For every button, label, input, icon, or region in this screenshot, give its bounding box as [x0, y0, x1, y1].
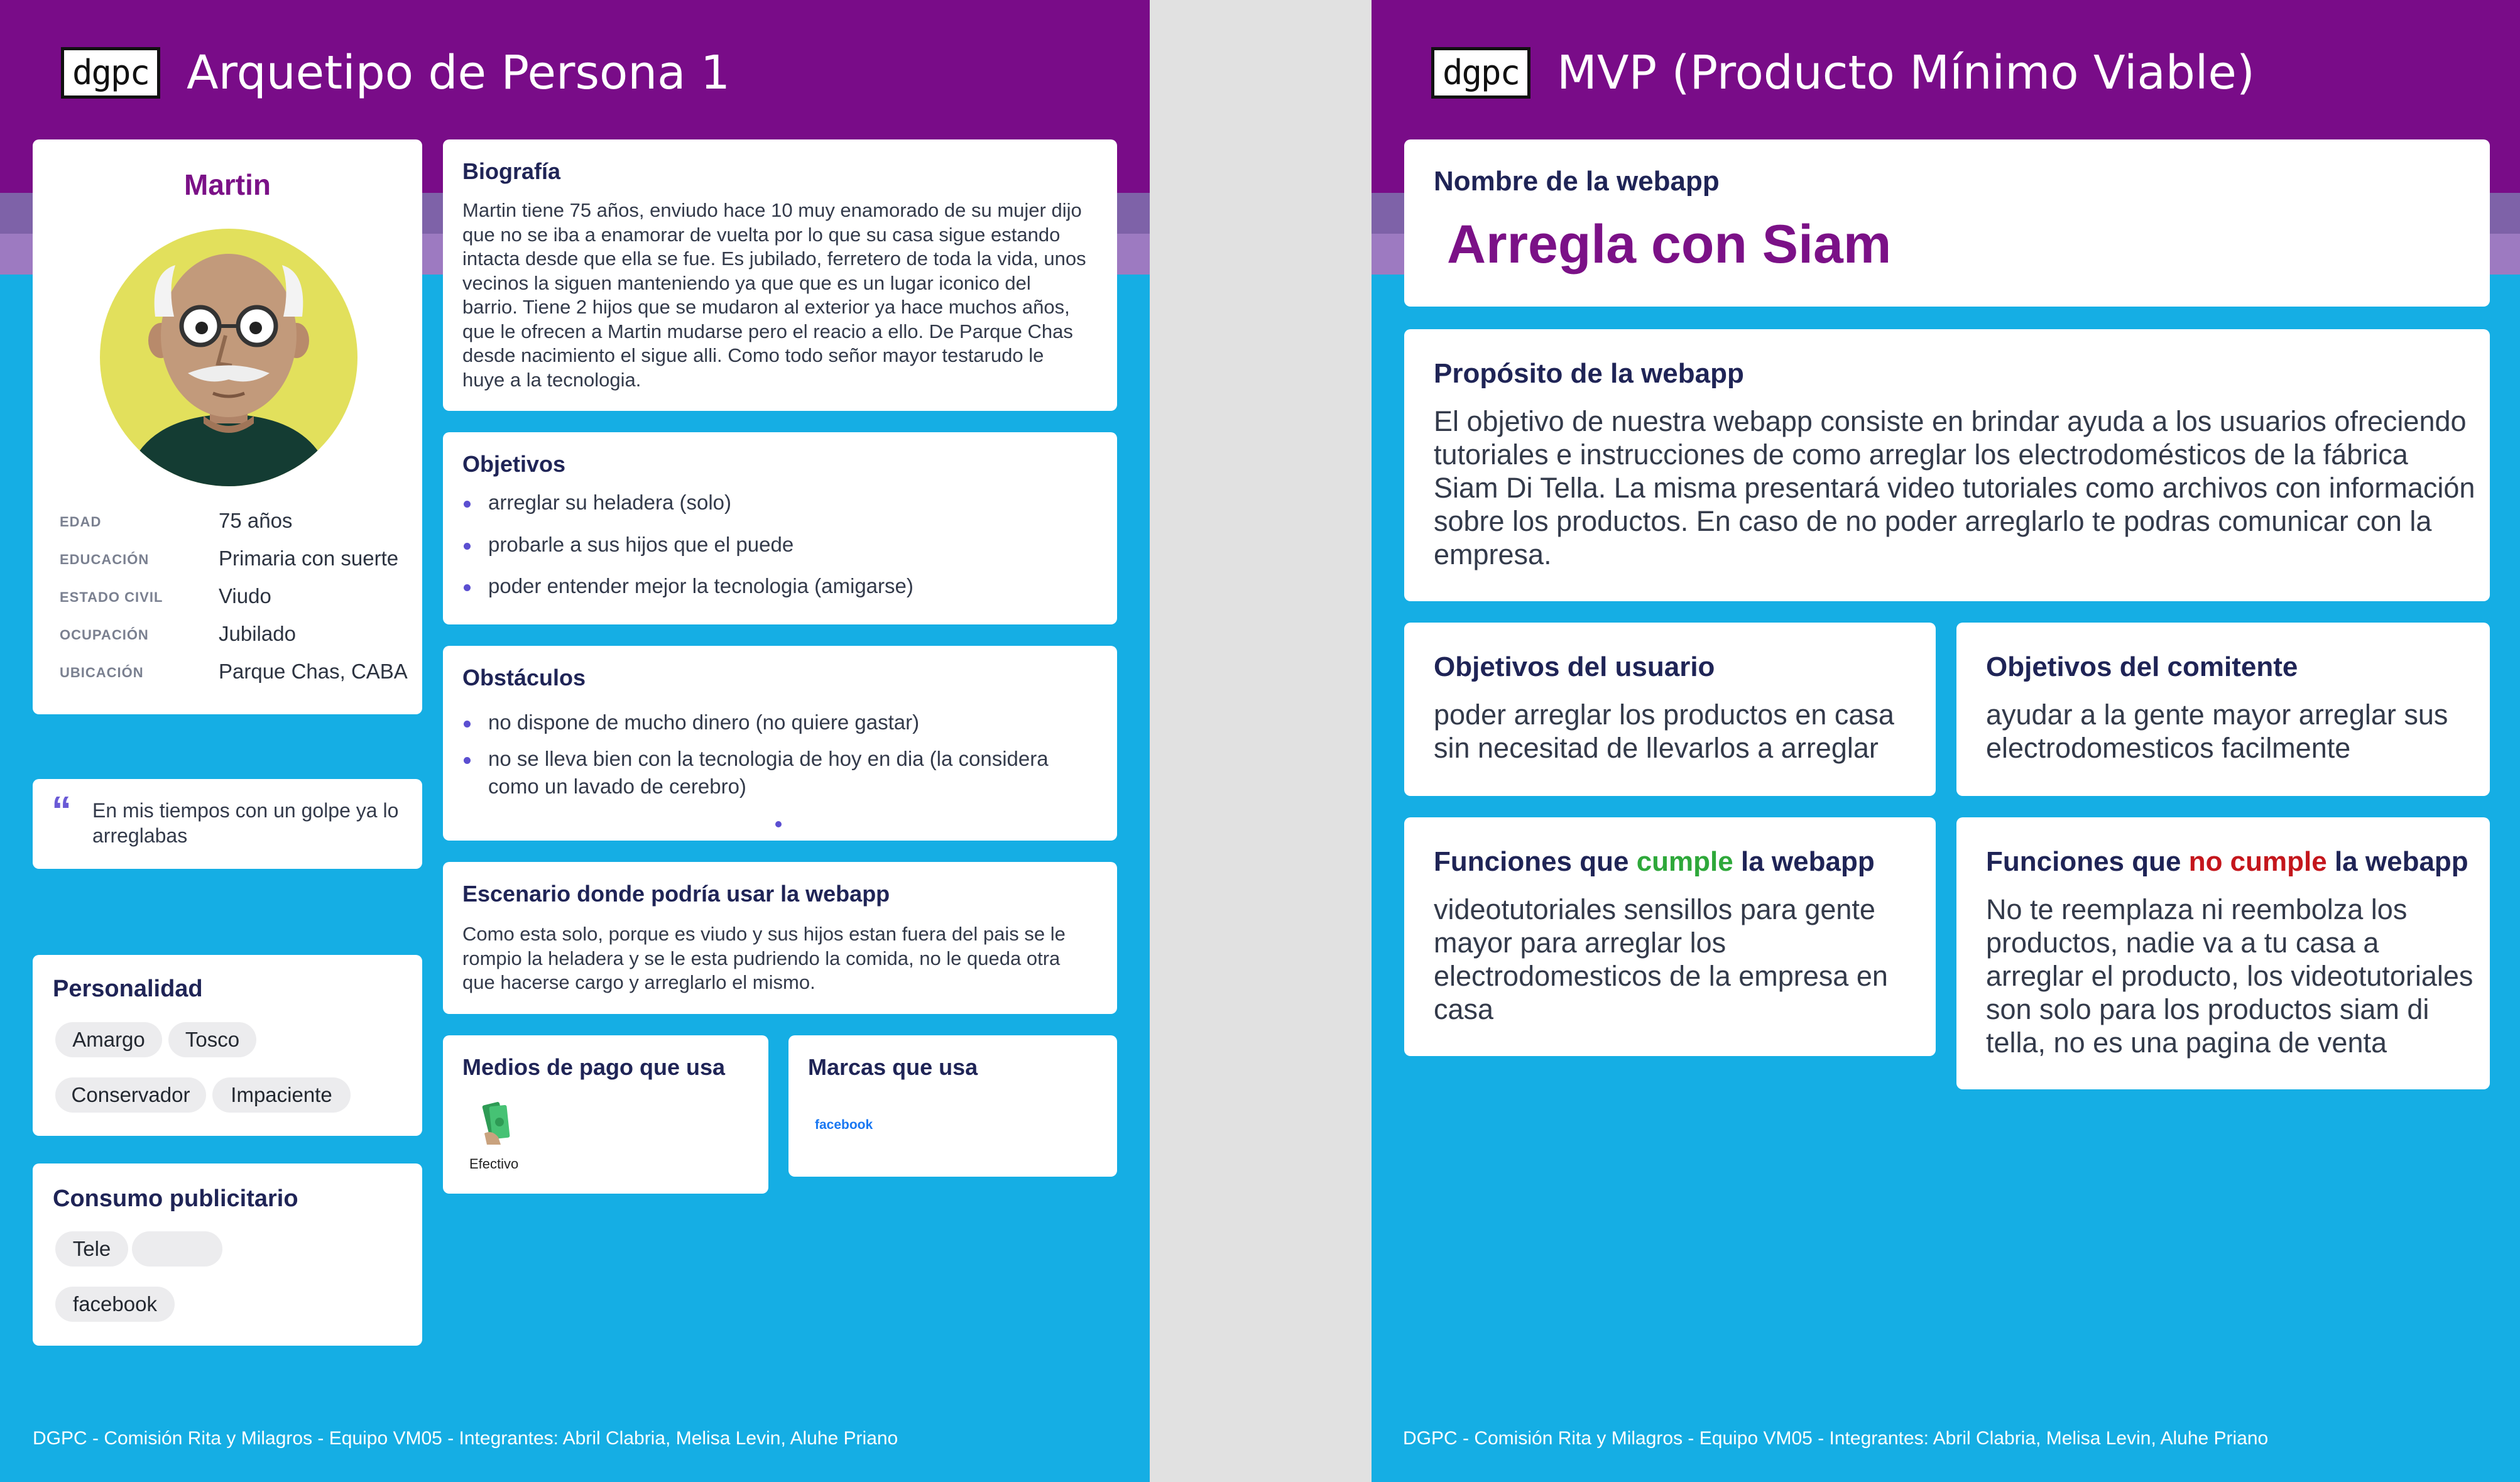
webapp-name-title: Nombre de la webapp	[1434, 166, 1720, 197]
obstacles-card	[443, 646, 1117, 841]
goal-item: poder entender mejor la tecnologia (amigarse)	[462, 572, 1097, 600]
client-goals-title: Objetivos del comitente	[1986, 651, 2298, 682]
personality-tag: Impaciente	[212, 1077, 351, 1113]
goals-title: Objetivos	[462, 451, 566, 477]
page-title: MVP (Producto Mínimo Viable)	[1557, 46, 2255, 100]
obstacles-list	[462, 709, 1066, 800]
goal-item: arreglar su heladera (solo)	[462, 489, 1097, 516]
client-goals-card	[1956, 623, 2490, 796]
webapp-name: Arregla con Siam	[1447, 214, 1892, 275]
personality-tag: Conservador	[55, 1077, 206, 1113]
ad-consumption-card	[33, 1163, 422, 1346]
scenario-card	[443, 862, 1117, 1014]
field-label-estado-civil: ESTADO CIVIL	[60, 589, 163, 605]
scenario-title: Escenario donde podría usar la webapp	[462, 881, 890, 907]
payment-label: Efectivo	[469, 1156, 519, 1172]
field-value-ocupacion: Jubilado	[219, 622, 296, 645]
ad-consumption-title: Consumo publicitario	[53, 1185, 298, 1212]
ad-tag: facebook	[55, 1287, 175, 1322]
avatar	[100, 229, 357, 486]
fulfilled-keyword: cumple	[1636, 846, 1733, 877]
payment-methods-card	[443, 1035, 768, 1194]
purpose-title: Propósito de la webapp	[1434, 358, 1744, 389]
functions-not-fulfilled-text: No te reemplaza ni reembolza los productos, nadie va a tu casa a arreglar el producto, los videotutoriales son solo para los productos siam di tella, no es una pagina de venta	[1986, 893, 2474, 1059]
personality-tag: Tosco	[168, 1022, 256, 1057]
ad-tag-empty	[132, 1231, 222, 1267]
goal-item: probarle a sus hijos que el puede	[462, 531, 1097, 558]
persona-name: Martin	[184, 168, 271, 201]
dgpc-logo: dgpc	[1431, 47, 1530, 99]
field-value-educacion: Primaria con suerte	[219, 547, 399, 570]
field-label-educacion: EDUCACIÓN	[60, 552, 150, 567]
cash-icon	[479, 1101, 515, 1146]
footer-credits: DGPC - Comisión Rita y Milagros - Equipo VM05 - Integrantes: Abril Clabria, Melisa Levin, Aluhe Priano	[33, 1428, 898, 1449]
footer-credits: DGPC - Comisión Rita y Milagros - Equipo VM05 - Integrantes: Abril Clabria, Melisa Levin, Aluhe Priano	[1403, 1428, 2269, 1449]
functions-fulfilled-text: videotutoriales sensillos para gente mayor para arreglar los electrodomesticos de la empresa en casa	[1434, 893, 1888, 1025]
functions-fulfilled-title: Funciones que cumple la webapp	[1434, 846, 1875, 877]
user-goals-title: Objetivos del usuario	[1434, 651, 1715, 682]
payment-methods-title: Medios de pago que usa	[462, 1054, 726, 1080]
biography-title: Biografía	[462, 158, 561, 184]
field-value-estado-civil: Viudo	[219, 584, 271, 608]
field-label-ocupacion: OCUPACIÓN	[60, 627, 149, 643]
persona-quote: En mis tiempos con un golpe ya lo arreglabas	[92, 799, 399, 847]
user-goals-card	[1404, 623, 1936, 796]
scenario-text: Como esta solo, porque es viudo y sus hijos estan fuera del pais se le rompio la heladera y se le esta pudriendo la comida, no le queda otra que hacerse cargo y arreglarlo el mismo.	[462, 923, 1066, 993]
brands-card	[788, 1035, 1117, 1177]
biography-card	[443, 139, 1117, 411]
brands-title: Marcas que usa	[808, 1054, 978, 1080]
goals-list	[462, 489, 1097, 600]
personality-tag: Amargo	[55, 1022, 162, 1057]
quote-icon: “	[52, 788, 72, 833]
functions-not-fulfilled-card	[1956, 817, 2490, 1089]
goals-card	[443, 432, 1117, 624]
persona-panel	[0, 0, 1150, 1482]
ad-tag: Tele	[55, 1231, 128, 1267]
purpose-text: El objetivo de nuestra webapp consiste en brindar ayuda a los usuarios ofreciendo tutoriales e instrucciones de como arreglar los electrodomésticos de la fábrica Siam Di Tella. La misma presentará video tutoriales como archivos con información sobre los productos. En caso de no poder arreglarlo te podras comunicar con la empresa.	[1434, 405, 2475, 570]
user-goals-text: poder arreglar los productos en casa sin necesitad de llevarlos a arreglar	[1434, 699, 1894, 764]
scroll-indicator-dot	[775, 821, 782, 827]
profile-card	[33, 139, 422, 714]
page-title: Arquetipo de Persona 1	[187, 46, 731, 100]
field-label-edad: EDAD	[60, 514, 102, 530]
personality-card	[33, 955, 422, 1136]
facebook-logo: facebook	[815, 1118, 873, 1132]
obstacle-item: no se lleva bien con la tecnologia de hoy en dia (la considera como un lavado de cerebro)	[462, 745, 1066, 800]
biography-text: Martin tiene 75 años, enviudo hace 10 muy enamorado de su mujer dijo que no se iba a enamorar de vuelta por lo que su casa sigue estando intacta desde que ella se fue. Es jubilado, ferretero de toda la vida, unos vecinos la siguen manteniendo ya que que es un lugar iconico del barrio. Tiene 2 hijos que se mudaron al exterior ya hace muchos años, que le ofrecen a Martin mudarse pero el reacio a ello. De Parque Chas desde nacimiento el sigue alli. Como todo señor mayor testarudo le huye a la tecnologia.	[462, 199, 1086, 391]
field-value-ubicacion: Parque Chas, CABA	[219, 660, 408, 683]
dgpc-logo: dgpc	[61, 47, 160, 99]
mvp-panel	[1372, 0, 2520, 1482]
field-label-ubicacion: UBICACIÓN	[60, 665, 144, 680]
not-fulfilled-keyword: no cumple	[2188, 846, 2327, 877]
obstacle-item: no dispone de mucho dinero (no quiere gastar)	[462, 709, 1066, 736]
functions-fulfilled-card	[1404, 817, 1936, 1056]
personality-title: Personalidad	[53, 976, 203, 1002]
field-value-edad: 75 años	[219, 509, 293, 532]
obstacles-title: Obstáculos	[462, 665, 586, 690]
quote-card	[33, 779, 422, 869]
functions-not-fulfilled-title: Funciones que no cumple la webapp	[1986, 846, 2468, 877]
purpose-card	[1404, 329, 2490, 601]
webapp-name-card	[1404, 139, 2490, 307]
client-goals-text: ayudar a la gente mayor arreglar sus electrodomesticos facilmente	[1986, 699, 2448, 764]
